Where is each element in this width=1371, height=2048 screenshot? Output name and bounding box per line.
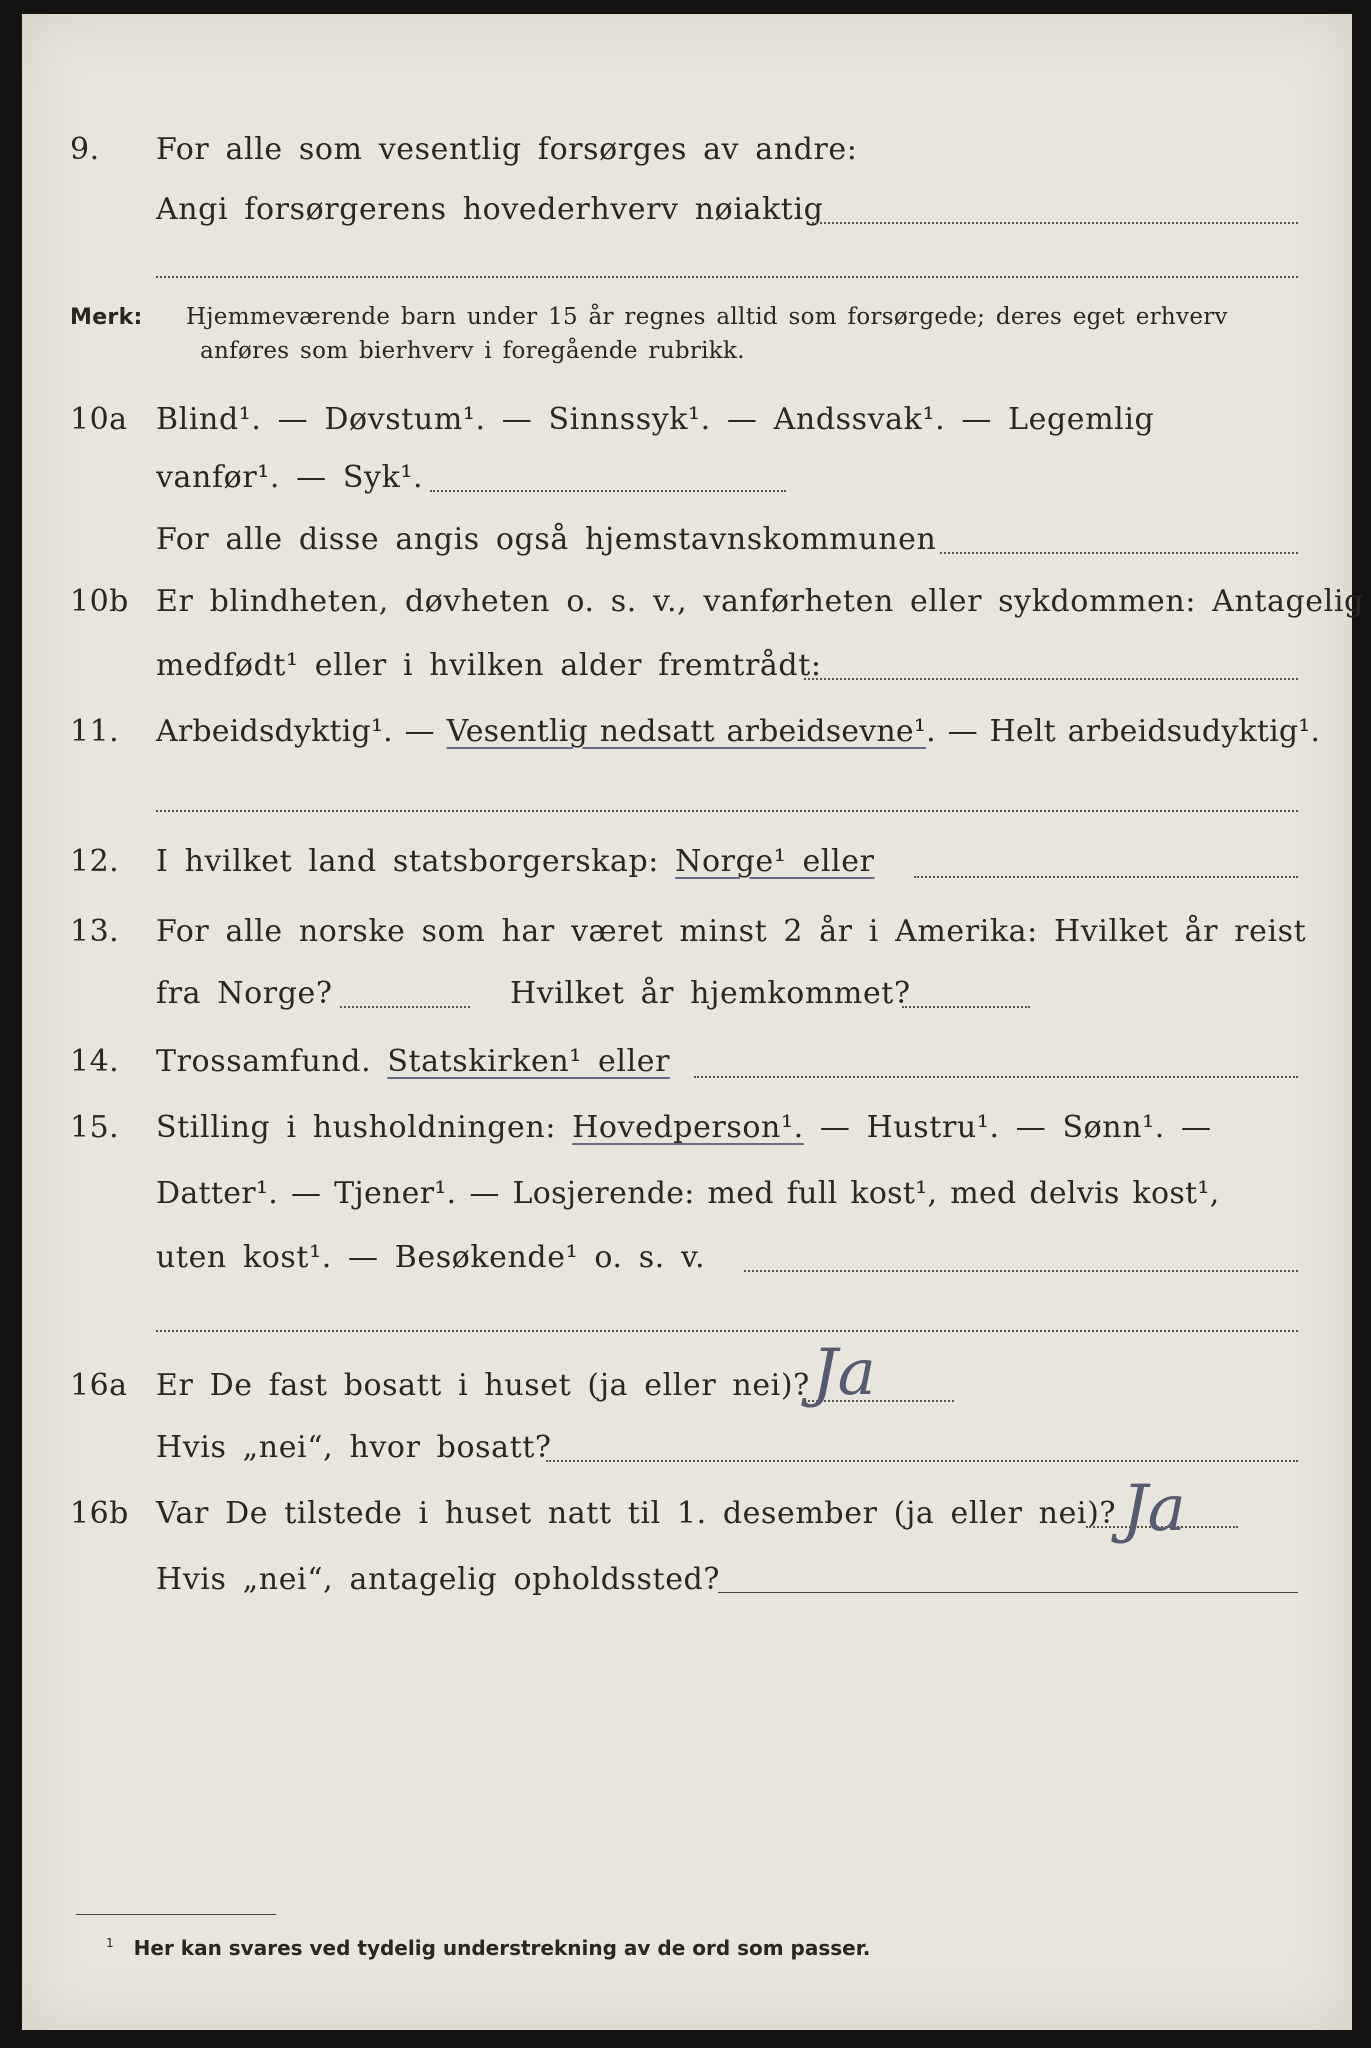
- merk-label: Merk:: [70, 305, 143, 330]
- q15-answer-line[interactable]: [744, 1270, 1298, 1272]
- q11-selected-option[interactable]: Vesentlig nedsatt arbeidsevne¹: [446, 714, 927, 749]
- q16a-handwritten-answer: Ja: [812, 1336, 876, 1410]
- merk-line1: Hjemmeværende barn under 15 år regnes alltid som forsørgede; deres eget erhverv: [186, 304, 1228, 330]
- q16a-line1: Er De fast bosatt i huset (ja eller nei)?: [156, 1368, 810, 1403]
- q11-answer-line[interactable]: [156, 810, 1298, 812]
- q12-line1: [156, 844, 875, 879]
- q14-selected-option[interactable]: Statskirken¹ eller: [387, 1044, 671, 1079]
- q10b-answer-line[interactable]: [804, 678, 1298, 680]
- footnote-mark: 1: [106, 1936, 114, 1951]
- q10a-line3: For alle disse angis også hjemstavnskommunen: [156, 522, 937, 557]
- q16a-line2: Hvis „nei“, hvor bosatt?: [156, 1430, 552, 1465]
- q16b-line1: Var De tilstede i huset natt til 1. desember (ja eller nei)?: [156, 1496, 1117, 1531]
- q9-line1: For alle som vesentlig forsørges av andre:: [156, 132, 858, 167]
- q15-line3: uten kost¹. — Besøkende¹ o. s. v.: [156, 1240, 706, 1275]
- q11-line1: [156, 714, 1320, 749]
- q15-answer-line-2[interactable]: [156, 1330, 1298, 1332]
- footnote-text: Her kan svares ved tydelig understrekning av de ord som passer.: [133, 1936, 871, 1960]
- q9-answer-line[interactable]: [812, 222, 1298, 224]
- q12-pre: I hvilket land statsborgerskap:: [156, 844, 676, 879]
- q15-number: 15.: [70, 1110, 120, 1145]
- q11-pre: Arbeidsdyktig¹. —: [156, 714, 447, 749]
- q10b-number: 10b: [70, 584, 129, 619]
- q14-answer-line[interactable]: [694, 1076, 1298, 1078]
- q10a-number: 10a: [70, 402, 128, 437]
- q16b-handwritten-answer: Ja: [1122, 1472, 1186, 1546]
- q13-line2b: Hvilket år hjemkommet?: [510, 976, 911, 1011]
- q10a-answer-line[interactable]: [430, 490, 786, 492]
- q16a-number: 16a: [70, 1368, 128, 1403]
- q10b-line2: medfødt¹ eller i hvilken alder fremtrådt:: [156, 648, 822, 683]
- q15-post: — Hustru¹. — Sønn¹. —: [803, 1110, 1212, 1145]
- q12-selected-option[interactable]: Norge¹ eller: [675, 844, 875, 879]
- q14-pre: Trossamfund.: [156, 1044, 388, 1079]
- q13-number: 13.: [70, 914, 120, 949]
- q13-hjemkommet-line[interactable]: [902, 1006, 1030, 1008]
- q10a-kommune-line[interactable]: [940, 552, 1298, 554]
- census-form-page: [22, 14, 1364, 2030]
- q14-number: 14.: [70, 1044, 120, 1079]
- q10b-line1: Er blindheten, døvheten o. s. v., vanførheten eller sykdommen: Antagelig: [156, 584, 1364, 619]
- q11-number: 11.: [70, 714, 120, 749]
- q13-line2a: fra Norge?: [156, 976, 333, 1011]
- q14-line1: [156, 1044, 670, 1079]
- footnote: [106, 1936, 870, 1960]
- q16b-line2: Hvis „nei“, antagelig opholdssted?: [156, 1562, 721, 1597]
- q9-line2: Angi forsørgerens hovederhverv nøiaktig: [156, 192, 824, 227]
- q15-line1: [156, 1110, 1212, 1145]
- q16b-number: 16b: [70, 1496, 129, 1531]
- q10a-line2: vanfør¹. — Syk¹.: [156, 460, 424, 495]
- q16a-bosatt-line[interactable]: [546, 1460, 1298, 1462]
- q13-reist-line[interactable]: [340, 1006, 470, 1008]
- q10a-line1: Blind¹. — Døvstum¹. — Sinnssyk¹. — Andssvak¹. — Legemlig: [156, 402, 1155, 437]
- merk-line2: anføres som bierhverv i foregående rubrikk.: [200, 338, 745, 364]
- q11-post: . — Helt arbeidsudyktig¹.: [926, 714, 1321, 749]
- q12-number: 12.: [70, 844, 120, 879]
- q9-answer-line-2[interactable]: [156, 276, 1298, 278]
- q15-line2: Datter¹. — Tjener¹. — Losjerende: med full kost¹, med delvis kost¹,: [156, 1176, 1220, 1211]
- q15-pre: Stilling i husholdningen:: [156, 1110, 573, 1145]
- q16b-opholdssted-line[interactable]: [718, 1592, 1298, 1593]
- q15-selected-option[interactable]: Hovedperson¹.: [572, 1110, 804, 1145]
- q9-number: 9.: [70, 132, 100, 167]
- q12-answer-line[interactable]: [914, 876, 1298, 878]
- footnote-rule: [76, 1914, 276, 1915]
- q13-line1: For alle norske som har været minst 2 år i Amerika: Hvilket år reist: [156, 914, 1307, 949]
